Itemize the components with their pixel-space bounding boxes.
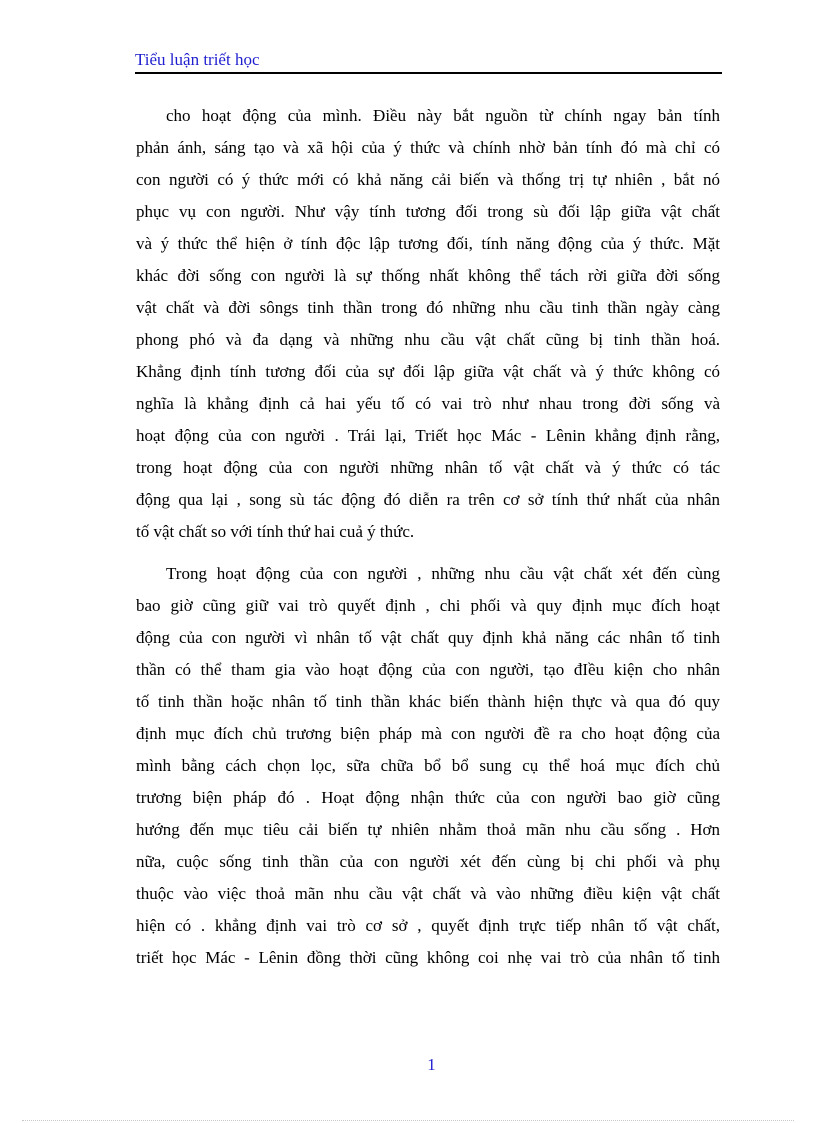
- text-line: khác đời sống con người là sự thống nhất không thể tách rời giữa đời sống: [136, 266, 720, 285]
- text-line: mình bằng cách chọn lọc, sữa chữa bổ bổ sung cụ thể hoá mục đích chủ: [136, 756, 720, 775]
- text-line: định mục đích chủ trương biện pháp mà con người đề ra cho hoạt động của: [136, 724, 720, 743]
- text-line: bao giờ cũng giữ vai trò quyết định , chi phối và quy định mục đích hoạt: [136, 596, 720, 615]
- text-line: hiện có . khẳng định vai trò cơ sở , quyết định trực tiếp nhân tố vật chất,: [136, 916, 720, 935]
- text-line: nghĩa là khẳng định cả hai yếu tố có vai trò như nhau trong đời sống và: [136, 394, 720, 413]
- text-line: và ý thức thể hiện ở tính độc lập tương đối, tính năng động của ý thức. Mặt: [136, 234, 720, 253]
- text-line: triết học Mác - Lênin đồng thời cũng không coi nhẹ vai trò của nhân tố tinh: [136, 948, 720, 967]
- text-line: động qua lại , song sù tác động đó diễn ra trên cơ sở tính thứ nhất của nhân: [136, 490, 720, 509]
- document-body: [136, 100, 720, 974]
- paragraph-1: [136, 100, 720, 548]
- text-line: con người có ý thức mới có khả năng cải biến và thống trị tự nhiên , bắt nó: [136, 170, 720, 189]
- text-line: thuộc vào việc thoả mãn nhu cầu vật chất và vào những điều kiện vật chất: [136, 884, 720, 903]
- text-line: Khẳng định tính tương đối của sự đối lập giữa vật chất và ý thức không có: [136, 362, 720, 381]
- text-line: trong hoạt động của con người những nhân tố vật chất và ý thức có tác: [136, 458, 720, 477]
- paragraph-2: [136, 558, 720, 974]
- header-title: Tiểu luận triết học: [135, 50, 260, 69]
- page-bottom-divider: [22, 1120, 794, 1121]
- text-line: phong phó và đa dạng và những nhu cầu vật chất cũng bị tinh thần hoá.: [136, 330, 720, 349]
- text-line: cho hoạt động của mình. Điều này bắt nguồn từ chính ngay bản tính: [166, 106, 720, 125]
- text-line: trương biện pháp đó . Hoạt động nhận thức của con người bao giờ cũng: [136, 788, 720, 807]
- text-line: phản ánh, sáng tạo và xã hội của ý thức và chính nhờ bản tính đó mà chỉ có: [136, 138, 720, 157]
- text-line: Trong hoạt động của con người , những nhu cầu vật chất xét đến cùng: [166, 564, 720, 583]
- text-line: thần có thể tham gia vào hoạt động của con người, tạo đIều kiện cho nhân: [136, 660, 720, 679]
- page-number: 1: [427, 1055, 436, 1074]
- text-line: tố vật chất so với tính thứ hai cuả ý thức.: [136, 522, 415, 541]
- text-line: hướng đến mục tiêu cải biến tự nhiên nhằm thoả mãn nhu cầu sống . Hơn: [136, 820, 720, 839]
- text-line: tố tinh thần hoặc nhân tố tinh thần khác biến thành hiện thực và qua đó quy: [136, 692, 720, 711]
- text-line: động của con người vì nhân tố vật chất quy định khả năng các nhân tố tinh: [136, 628, 720, 647]
- text-line: phục vụ con người. Như vậy tính tương đối trong sù đối lập giữa vật chất: [136, 202, 720, 221]
- text-line: vật chất và đời sôngs tinh thần trong đó những nhu cầu tinh thần ngày càng: [136, 298, 720, 317]
- text-line: nữa, cuộc sống tinh thần của con người xét đến cùng bị chi phối và phụ: [136, 852, 720, 871]
- page-header: [135, 50, 722, 74]
- text-line: hoạt động của con người . Trái lại, Triết học Mác - Lênin khẳng định rằng,: [136, 426, 720, 445]
